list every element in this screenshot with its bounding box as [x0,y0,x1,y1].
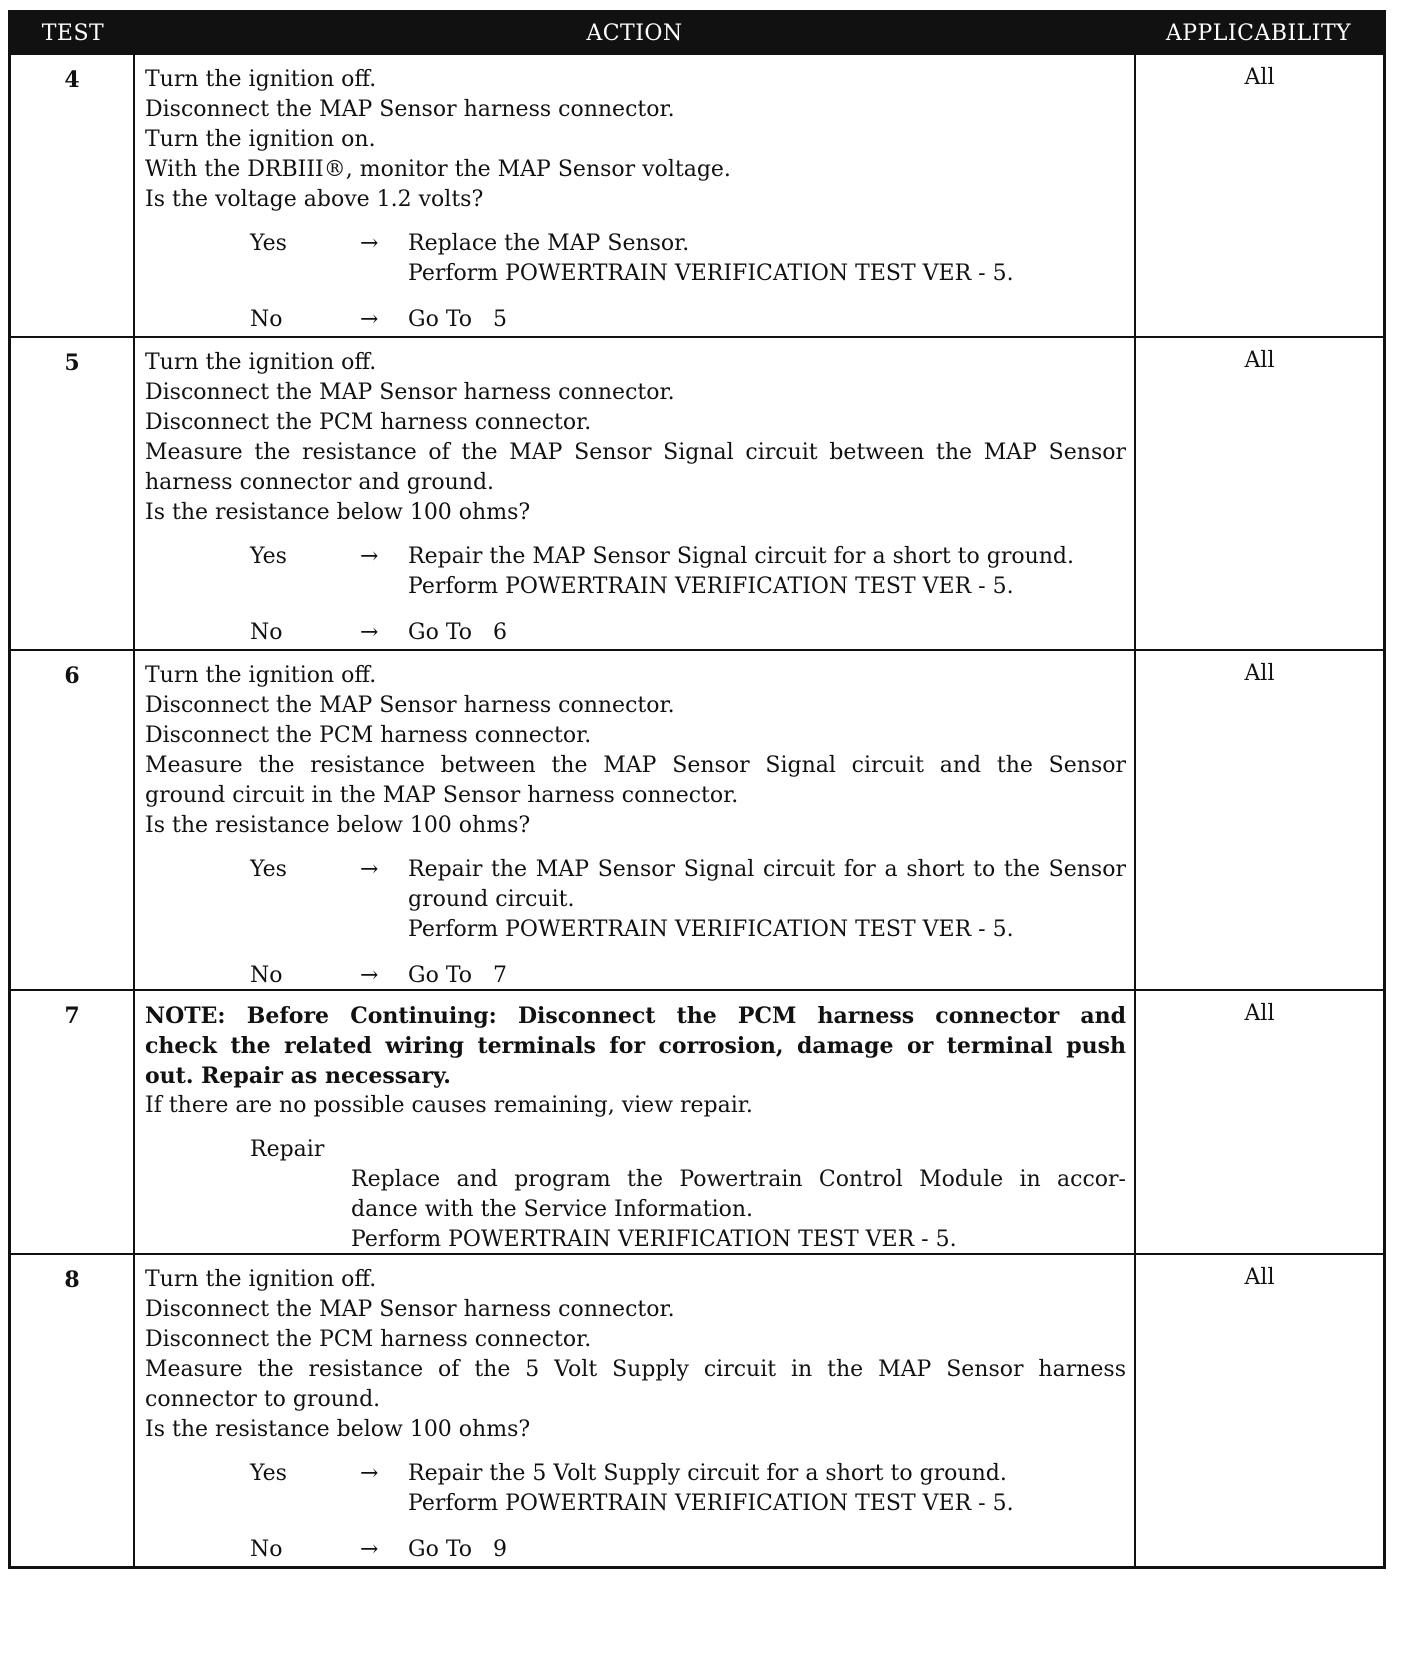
test-number: 8 [11,1255,135,1566]
table-header [11,13,1383,53]
arrow-icon: → [360,857,379,882]
repair-label: Repair [250,1137,325,1162]
step: Turn the ignition off. [145,663,377,688]
note-line: NOTE: Before Continuing: Disconnect the PCM harness connector and [145,1003,1126,1029]
step: Disconnect the PCM harness connector. [145,410,592,435]
applicability: All [1244,661,1275,686]
step: connector to ground. [145,1387,381,1412]
diagnostic-test-table [8,10,1386,1569]
step: Is the resistance below 100 ohms? [145,500,531,525]
table-row-test-4 [11,53,1383,336]
step: Measure the resistance between the MAP Sensor Signal circuit and the Sensor [145,753,1126,778]
no-response [145,305,1126,335]
step: Disconnect the MAP Sensor harness connector. [145,380,675,405]
step: Is the voltage above 1.2 volts? [145,187,484,212]
step: Disconnect the PCM harness connector. [145,1327,592,1352]
repair-line: dance with the Service Information. [351,1197,754,1222]
test-number: 6 [11,651,135,989]
yes-line: Perform POWERTRAIN VERIFICATION TEST VER - 5. [408,917,1014,942]
repair-body [145,1165,1126,1255]
yes-response [145,229,1126,289]
arrow-icon: → [360,620,379,645]
info-text: If there are no possible causes remaining, view repair. [145,1093,753,1118]
step: ground circuit in the MAP Sensor harness connector. [145,783,739,808]
yes-response [145,542,1126,602]
table-row-test-5 [11,336,1383,649]
yes-label: Yes [250,857,287,882]
action-cell [135,991,1136,1253]
no-goto: Go To 9 [408,1537,507,1562]
step: Turn the ignition off. [145,350,377,375]
arrow-icon: → [360,307,379,332]
action-cell [135,1255,1136,1566]
yes-line: ground circuit. [408,887,575,912]
yes-response [145,855,1126,945]
applicability: All [1244,1001,1275,1026]
repair-line: Perform POWERTRAIN VERIFICATION TEST VER - 5. [351,1227,957,1252]
repair-line: Replace and program the Powertrain Control Module in accor- [351,1167,1126,1192]
no-label: No [250,620,283,645]
no-label: No [250,307,283,332]
step: Disconnect the MAP Sensor harness connector. [145,693,675,718]
table-row-test-7 [11,989,1383,1253]
no-label: No [250,963,283,988]
no-goto: Go To 5 [408,307,507,332]
step: Measure the resistance of the 5 Volt Supply circuit in the MAP Sensor harness [145,1357,1126,1382]
yes-line: Repair the 5 Volt Supply circuit for a short to ground. [408,1461,1007,1486]
step: Disconnect the PCM harness connector. [145,723,592,748]
no-response [145,961,1126,991]
action-cell [135,651,1136,989]
step: Turn the ignition on. [145,127,376,152]
step: Turn the ignition off. [145,67,377,92]
yes-line: Replace the MAP Sensor. [408,231,690,256]
arrow-icon: → [360,544,379,569]
test-number: 7 [11,991,135,1253]
header-applicability: APPLICABILITY [1165,20,1352,46]
no-goto: Go To 7 [408,963,507,988]
step: Measure the resistance of the MAP Sensor Signal circuit between the MAP Sensor [145,440,1126,465]
note-line: out. Repair as necessary. [145,1063,451,1089]
action-cell [135,338,1136,649]
yes-label: Yes [250,1461,287,1486]
yes-label: Yes [250,231,287,256]
action-cell [135,55,1136,336]
arrow-icon: → [360,1461,379,1486]
step: Disconnect the MAP Sensor harness connector. [145,97,675,122]
arrow-icon: → [360,231,379,256]
yes-line: Perform POWERTRAIN VERIFICATION TEST VER - 5. [408,1491,1014,1516]
yes-label: Yes [250,544,287,569]
no-response [145,1535,1126,1565]
yes-line: Repair the MAP Sensor Signal circuit for a short to the Sensor [408,857,1126,882]
applicability: All [1244,348,1275,373]
yes-line: Perform POWERTRAIN VERIFICATION TEST VER - 5. [408,574,1014,599]
step: Is the resistance below 100 ohms? [145,1417,531,1442]
step: harness connector and ground. [145,470,495,495]
step: Is the resistance below 100 ohms? [145,813,531,838]
header-test: TEST [41,20,105,46]
arrow-icon: → [360,963,379,988]
applicability: All [1244,65,1275,90]
step: Turn the ignition off. [145,1267,377,1292]
header-action: ACTION [586,20,683,46]
applicability: All [1244,1265,1275,1290]
table-row-test-8 [11,1253,1383,1566]
step: Disconnect the MAP Sensor harness connector. [145,1297,675,1322]
yes-line: Repair the MAP Sensor Signal circuit for a short to ground. [408,544,1075,569]
step: With the DRBIII®, monitor the MAP Sensor voltage. [145,157,731,182]
yes-line: Perform POWERTRAIN VERIFICATION TEST VER - 5. [408,261,1014,286]
note-line: check the related wiring terminals for corrosion, damage or terminal push [145,1033,1126,1059]
arrow-icon: → [360,1537,379,1562]
test-number: 4 [11,55,135,336]
test-number: 5 [11,338,135,649]
yes-response [145,1459,1126,1519]
table-row-test-6 [11,649,1383,989]
no-label: No [250,1537,283,1562]
no-goto: Go To 6 [408,620,507,645]
no-response [145,618,1126,648]
